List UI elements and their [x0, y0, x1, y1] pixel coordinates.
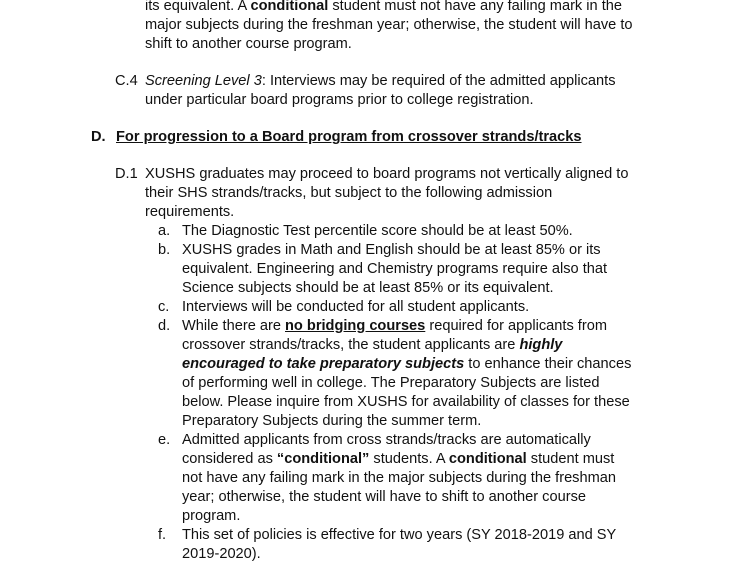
item-b-line-3: Science subjects should be at least 85% or its equivalent. — [182, 280, 554, 296]
item-d-line-2: crossover strands/tracks, the student applicants are highly — [182, 337, 563, 353]
item-c-letter: c. — [158, 299, 170, 315]
item-e-line-2: considered as “conditional” students. A conditional student must — [182, 451, 615, 467]
d1-number: D.1 — [115, 166, 138, 182]
c3-line-2: major subjects during the freshman year; otherwise, the student will have to — [145, 17, 633, 33]
item-d-letter: d. — [158, 318, 171, 334]
conditional-term: conditional — [250, 0, 329, 14]
item-e-line-4: year; otherwise, the student will have to shift to another course — [182, 489, 586, 505]
conditional-term: conditional — [448, 451, 527, 467]
item-c-line-1: Interviews will be conducted for all student applicants. — [182, 299, 530, 315]
item-d-line-1: While there are no bridging courses required for applicants from — [182, 318, 607, 334]
c3-line-1: its equivalent. A conditional student must not have any failing mark in the — [145, 0, 622, 14]
item-e-letter: e. — [158, 432, 171, 448]
section-d-letter: D. — [91, 129, 106, 145]
c4-line-2: under particular board programs prior to college registration. — [145, 92, 534, 108]
item-b-line-1: XUSHS grades in Math and English should be at least 85% or its — [182, 242, 601, 258]
d1-line-1: XUSHS graduates may proceed to board programs not vertically aligned to — [145, 166, 629, 182]
conditional-quoted: “conditional” — [276, 451, 370, 467]
item-e-line-1: Admitted applicants from cross strands/tracks are automatically — [182, 432, 591, 448]
d1-line-3: requirements. — [145, 204, 235, 220]
item-f-line-1: This set of policies is effective for two years (SY 2018-2019 and SY — [182, 527, 617, 543]
item-a-letter: a. — [158, 223, 171, 239]
item-d-line-5: below. Please inquire from XUSHS for availability of classes for these — [182, 394, 630, 410]
item-b-letter: b. — [158, 242, 171, 258]
highly-emphasis: highly — [519, 337, 563, 353]
c4-line-1: Screening Level 3: Interviews may be required of the admitted applicants — [145, 73, 616, 89]
c4-title: Screening Level 3 — [145, 73, 262, 89]
item-f-letter: f. — [158, 527, 167, 543]
item-f-line-2: 2019-2020). — [182, 546, 261, 562]
item-d-line-4: of performing well in college. The Preparatory Subjects are listed — [182, 375, 600, 391]
item-e-line-3: not have any failing mark in the major subjects during the freshman — [182, 470, 616, 486]
c4-number: C.4 — [115, 73, 138, 89]
item-a-line-1: The Diagnostic Test percentile score should be at least 50%. — [182, 223, 573, 239]
item-d-line-3: encouraged to take preparatory subjects to enhance their chances — [182, 356, 632, 372]
preparatory-emphasis: encouraged to take preparatory subjects — [182, 356, 465, 372]
d1-line-2: their SHS strands/tracks, but subject to the following admission — [145, 185, 553, 201]
item-b-line-2: equivalent. Engineering and Chemistry programs require also that — [182, 261, 608, 277]
section-d-heading: For progression to a Board program from crossover strands/tracks — [116, 129, 582, 145]
item-d-line-6: Preparatory Subjects during the summer term. — [182, 413, 482, 429]
c3-line-3: shift to another course program. — [145, 36, 352, 52]
item-e-line-5: program. — [182, 508, 241, 524]
no-bridging-courses: no bridging courses — [285, 318, 426, 334]
